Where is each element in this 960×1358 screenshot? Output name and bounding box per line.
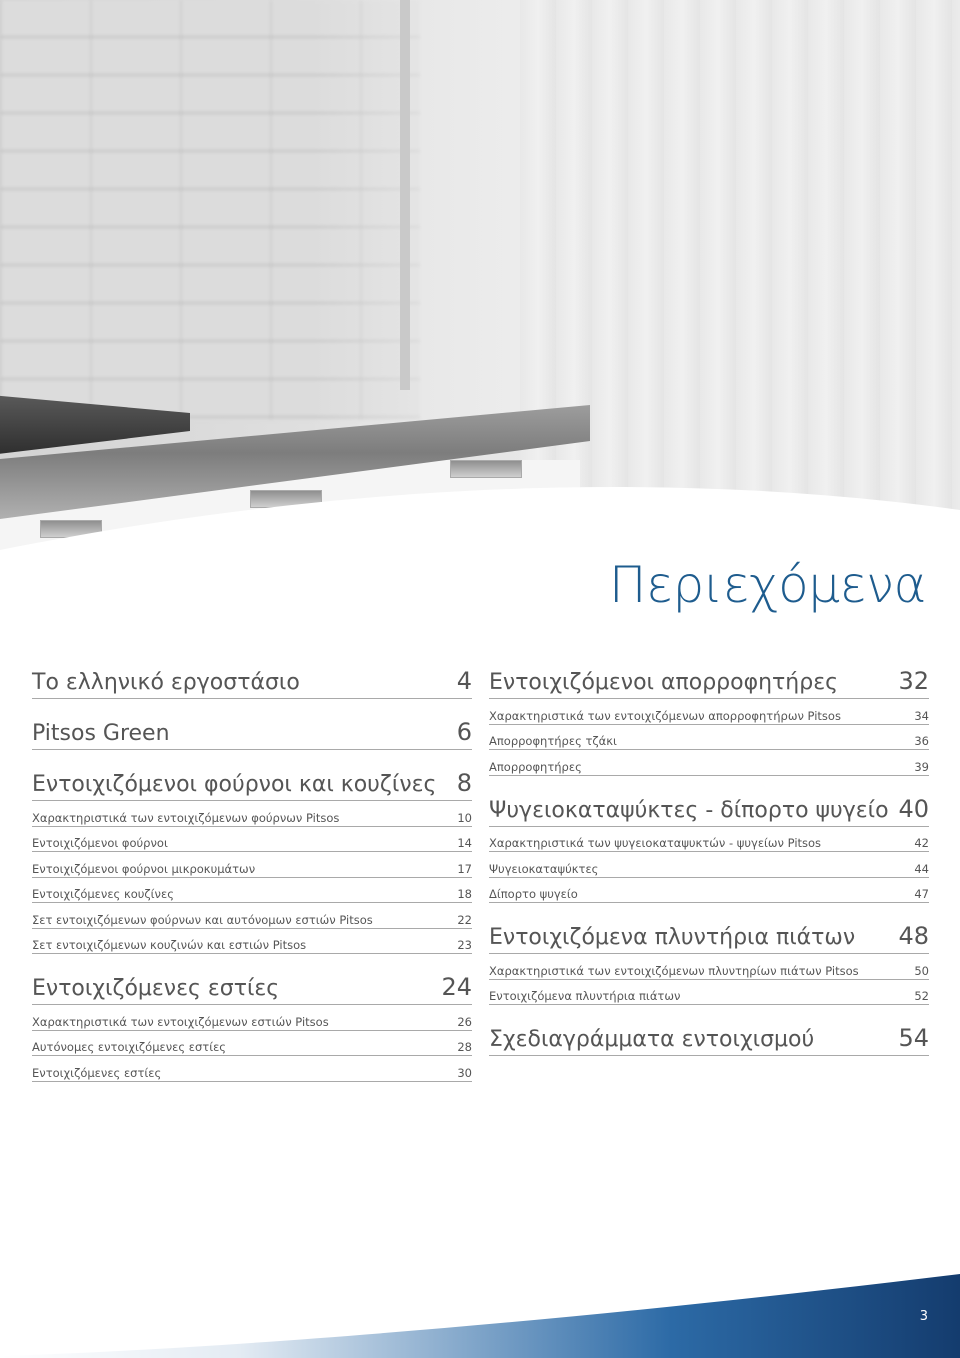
toc-chapter-title: Το ελληνικό εργοστάσιο — [32, 670, 300, 695]
toc-entry-page: 18 — [457, 887, 472, 901]
toc-chapter-page: 40 — [898, 794, 929, 823]
toc-chapter-page: 54 — [898, 1024, 929, 1052]
toc-entry-row[interactable] — [32, 1056, 472, 1082]
toc-section — [489, 788, 929, 904]
page-title: Περιεχόμενα — [608, 556, 926, 614]
toc-entry-page: 26 — [457, 1014, 472, 1029]
toc-entry-row[interactable] — [489, 980, 929, 1006]
toc-entry-row[interactable] — [32, 903, 472, 929]
toc-entry-row[interactable] — [489, 954, 929, 980]
page-number: 3 — [919, 1309, 928, 1324]
toc-chapter-page: 32 — [898, 667, 929, 695]
toc-entry-title: Απορροφητήρες — [489, 759, 582, 774]
toc-entry-row[interactable] — [489, 878, 929, 904]
toc-entry-title: Απορροφητήρες τζάκι — [489, 734, 617, 748]
toc-entry-page: 14 — [457, 836, 472, 850]
toc-entry-row[interactable] — [32, 878, 472, 904]
toc-section — [489, 1017, 929, 1056]
toc-chapter-row[interactable] — [489, 660, 929, 699]
toc-left-column — [32, 660, 472, 1094]
toc-entry-title: Χαρακτηριστικά των εντοιχιζόμενων φούρνων Pitsos — [32, 810, 340, 825]
toc-chapter-title: Ψυγειοκαταψύκτες - δίπορτο ψυγείο — [489, 797, 889, 823]
toc-entry-page: 39 — [914, 759, 929, 774]
toc-entry-title: Σετ εντοιχιζόμενων φούρνων και αυτόνομων εστιών Pitsos — [32, 912, 373, 927]
toc-chapter-title: Εντοιχιζόμενα πλυντήρια πιάτων — [489, 925, 856, 950]
toc-entry-page: 22 — [457, 912, 472, 927]
toc-chapter-row[interactable] — [32, 660, 472, 699]
toc-entry-page: 52 — [914, 989, 929, 1003]
toc-entry-page: 44 — [914, 861, 929, 876]
toc-chapter-page: 8 — [456, 769, 472, 797]
toc-section — [32, 762, 472, 954]
toc-entry-title: Αυτόνομες εντοιχιζόμενες εστίες — [32, 1040, 227, 1054]
toc-entry-page: 30 — [457, 1065, 472, 1080]
toc-right-column — [489, 660, 929, 1068]
toc-entry-title: Δίπορτο ψυγείο — [489, 887, 578, 901]
toc-entry-page: 10 — [457, 810, 472, 825]
toc-entry-title: Χαρακτηριστικά των εντοιχιζόμενων πλυντηρίων πιάτων Pitsos — [489, 963, 859, 978]
toc-chapter-title: Pitsos Green — [32, 721, 170, 746]
toc-chapter-title: Σχεδιαγράμματα εντοιχισμού — [489, 1027, 815, 1052]
toc-entry-title: Σετ εντοιχιζόμενων κουζινών και εστιών Pitsos — [32, 938, 307, 952]
toc-chapter-page: 4 — [456, 667, 472, 695]
toc-chapter-page: 24 — [441, 973, 472, 1001]
toc-entry-page: 17 — [457, 861, 472, 876]
toc-entry-title: Εντοιχιζόμενοι φούρνοι μικροκυμάτων — [32, 861, 256, 876]
toc-entry-title: Εντοιχιζόμενες κουζίνες — [32, 887, 174, 901]
toc-entry-row[interactable] — [32, 929, 472, 955]
footer-wave — [0, 1268, 960, 1358]
toc-entry-row[interactable] — [32, 801, 472, 827]
toc-chapter-row[interactable] — [32, 966, 472, 1005]
toc-chapter-row[interactable] — [489, 915, 929, 954]
toc-entry-title: Χαρακτηριστικά των εντοιχιζόμενων εστιών Pitsos — [32, 1014, 329, 1029]
toc-entry-page: 47 — [914, 887, 929, 901]
toc-entry-row[interactable] — [32, 852, 472, 878]
toc-entry-row[interactable] — [489, 725, 929, 751]
toc-section — [32, 660, 472, 699]
toc-chapter-row[interactable] — [489, 788, 929, 827]
toc-entry-row[interactable] — [32, 1005, 472, 1031]
toc-entry-title: Εντοιχιζόμενα πλυντήρια πιάτων — [489, 989, 681, 1003]
toc-section — [32, 711, 472, 750]
toc-chapter-title: Εντοιχιζόμενες εστίες — [32, 976, 280, 1001]
toc-entry-row[interactable] — [489, 699, 929, 725]
toc-entry-title: Ψυγειοκαταψύκτες — [489, 861, 599, 876]
toc-entry-row[interactable] — [489, 827, 929, 853]
toc-section — [489, 660, 929, 776]
toc-entry-page: 23 — [457, 938, 472, 952]
toc-entry-title: Εντοιχιζόμενοι φούρνοι — [32, 836, 168, 850]
toc-entry-title: Χαρακτηριστικά των εντοιχιζόμενων απορροφητήρων Pitsos — [489, 708, 841, 723]
hero-kitchen-photo — [0, 0, 960, 620]
toc-chapter-page: 48 — [898, 922, 929, 950]
toc-section — [489, 915, 929, 1005]
toc-section — [32, 966, 472, 1082]
toc-entry-row[interactable] — [489, 852, 929, 878]
toc-chapter-row[interactable] — [489, 1017, 929, 1056]
toc-entry-page: 28 — [457, 1040, 472, 1054]
toc-entry-title: Εντοιχιζόμενες εστίες — [32, 1065, 162, 1080]
toc-entry-row[interactable] — [32, 1031, 472, 1057]
toc-chapter-title: Εντοιχιζόμενοι φούρνοι και κουζίνες — [32, 772, 437, 797]
toc-entry-page: 42 — [914, 836, 929, 850]
toc-entry-row[interactable] — [489, 750, 929, 776]
toc-entry-page: 34 — [914, 708, 929, 723]
toc-chapter-row[interactable] — [32, 711, 472, 750]
toc-entry-title: Χαρακτηριστικά των ψυγειοκαταψυκτών - ψυγείων Pitsos — [489, 836, 822, 850]
toc-entry-row[interactable] — [32, 827, 472, 853]
toc-chapter-row[interactable] — [32, 762, 472, 801]
toc-chapter-page: 6 — [456, 718, 472, 746]
toc-entry-page: 50 — [914, 963, 929, 978]
toc-chapter-title: Εντοιχιζόμενοι απορροφητήρες — [489, 670, 839, 695]
toc-entry-page: 36 — [914, 734, 929, 748]
